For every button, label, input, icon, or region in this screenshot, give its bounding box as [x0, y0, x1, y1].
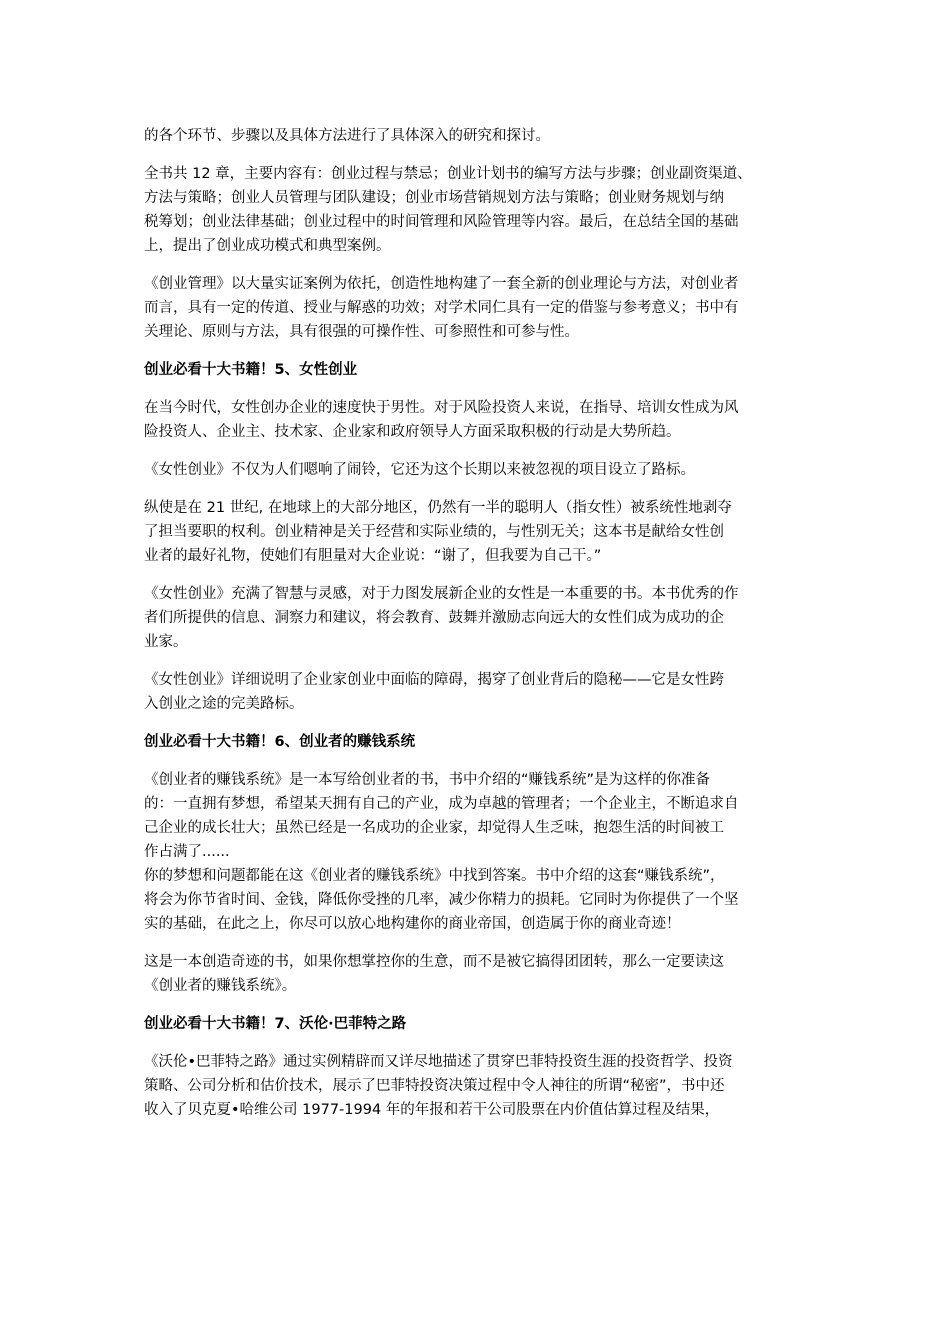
- text-line: 创业必看十大书籍！5、女性创业: [144, 362, 358, 378]
- text-line: 《女性创业》不仅为人们嗯响了闹铃，它还为这个长期以来被忽视的项目设立了路标。: [144, 462, 695, 478]
- text-line: 纵使是在 21 世纪, 在地球上的大部分地区，仍然有一半的聪明人（指女性）被系统性地剥夺: [144, 500, 732, 516]
- text-line: 关理论、原则与方法，具有很强的可操作性、可参照性和可参与性。: [144, 324, 579, 340]
- section-heading: [144, 730, 824, 754]
- text-line: 业者的最好礼物，使她们有胆量对大企业说：“谢了，但我要为自己干。”: [144, 548, 602, 564]
- text-line: 业家。: [144, 634, 188, 650]
- text-line: 方法与策略；创业人员管理与团队建设；创业市场营销规划方法与策略；创业财务规划与纳: [144, 190, 724, 206]
- text-line: 实的基础，在此之上，你尽可以放心地构建你的商业帝国，创造属于你的商业奇迹！: [144, 916, 681, 932]
- text-line: 作占满了......: [144, 844, 230, 860]
- text-line: 己企业的成长壮大；虽然已经是一名成功的企业家，却觉得人生乏味，抱怨生活的时间被工: [144, 820, 724, 836]
- paragraph: [144, 396, 824, 444]
- paragraph: [144, 950, 824, 998]
- text-line: 收入了贝克夏•哈维公司 1977-1994 年的年报和若干公司股票在内价值估算过程及结果，: [144, 1102, 720, 1118]
- paragraph: [144, 582, 824, 654]
- text-line: 险投资人、企业主、技术家、企业家和政府领导人方面采取积极的行动是大势所趋。: [144, 424, 681, 440]
- text-line: 了担当要职的权利。创业精神是关于经营和实际业绩的，与性别无关；这本书是献给女性创: [144, 524, 724, 540]
- paragraph: [144, 162, 824, 258]
- text-line: 全书共 12 章，主要内容有：创业过程与禁忌；创业计划书的编写方法与步骤；创业副资渠道、: [144, 166, 752, 182]
- text-line: 策略、公司分析和估价技术，展示了巴菲特投资决策过程中令人神往的所谓“秘密”，书中还: [144, 1078, 725, 1094]
- text-line: 的：一直拥有梦想，希望某天拥有自己的产业，成为卓越的管理者；一个企业主，不断追求自: [144, 796, 739, 812]
- text-line: 而言，具有一定的传道、授业与解惑的功效；对学术同仁具有一定的借鉴与参考意义；书中有: [144, 300, 739, 316]
- text-line: 入创业之途的完美路标。: [144, 696, 304, 712]
- text-line: 在当今时代，女性创办企业的速度快于男性。对于风险投资人来说，在指导、培训女性成为风: [144, 400, 739, 416]
- text-line: 税筹划；创业法律基础；创业过程中的时间管理和风险管理等内容。最后，在总结全国的基础: [144, 214, 739, 230]
- text-line: 创业必看十大书籍！6、创业者的赚钱系统: [144, 734, 416, 750]
- text-line: 《创业者的赚钱系统》是一本写给创业者的书，书中介绍的“赚钱系统”是为这样的你准备: [144, 772, 711, 788]
- paragraph: [144, 272, 824, 344]
- text-line: 上，提出了创业成功模式和典型案例。: [144, 238, 391, 254]
- text-line: 创业必看十大书籍！7、沃伦·巴菲特之路: [144, 1016, 407, 1032]
- section-heading: [144, 1012, 824, 1036]
- paragraph: [144, 668, 824, 716]
- paragraph: [144, 768, 824, 936]
- paragraph: [144, 1050, 824, 1122]
- text-line: 你的梦想和问题都能在这《创业者的赚钱系统》中找到答案。书中介绍的这套“赚钱系统”，: [144, 868, 725, 884]
- section-heading: [144, 358, 824, 382]
- text-line: 《女性创业》充满了智慧与灵感，对于力图发展新企业的女性是一本重要的书。本书优秀的作: [144, 586, 739, 602]
- text-line: 的各个环节、步骤以及具体方法进行了具体深入的研究和探讨。: [144, 128, 550, 144]
- document-body: [144, 124, 824, 1136]
- text-line: 将会为你节省时间、金钱，降低你受挫的几率，减少你精力的损耗。它同时为你提供了一个坚: [144, 892, 739, 908]
- text-line: 《创业管理》以大量实证案例为依托，创造性地构建了一套全新的创业理论与方法，对创业者: [144, 276, 739, 292]
- text-line: 这是一本创造奇迹的书，如果你想掌控你的生意，而不是被它搞得团团转，那么一定要读这: [144, 954, 724, 970]
- paragraph: [144, 496, 824, 568]
- paragraph: [144, 124, 824, 148]
- text-line: 《创业者的赚钱系统》。: [144, 978, 297, 994]
- text-line: 《沃伦•巴菲特之路》通过实例精辟而又详尽地描述了贯穿巴菲特投资生涯的投资哲学、投资: [144, 1054, 733, 1070]
- text-line: 者们所提供的信息、洞察力和建议，将会教育、鼓舞并激励志向远大的女性们成为成功的企: [144, 610, 724, 626]
- text-line: 《女性创业》详细说明了企业家创业中面临的障碍，揭穿了创业背后的隐秘——它是女性跨: [144, 672, 724, 688]
- paragraph: [144, 458, 824, 482]
